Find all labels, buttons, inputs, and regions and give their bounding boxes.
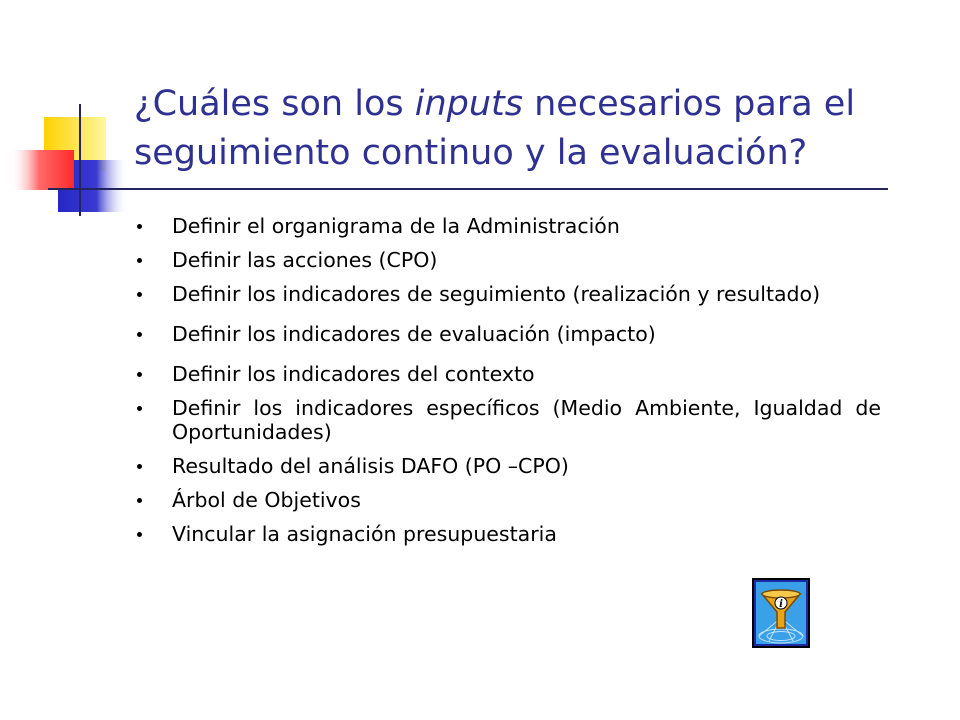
list-item bbox=[135, 282, 881, 306]
list-item bbox=[135, 362, 881, 386]
title-underline bbox=[48, 188, 888, 190]
title-emphasis: inputs bbox=[414, 84, 523, 124]
bullet-dot bbox=[137, 224, 142, 229]
list-item-text: Árbol de Objetivos bbox=[172, 488, 361, 512]
slide-title bbox=[134, 80, 934, 178]
bullet-dot bbox=[137, 464, 142, 469]
title-line-2: seguimiento continuo y la evaluación? bbox=[134, 133, 808, 173]
svg-text:i: i bbox=[779, 599, 783, 610]
title-line-1 bbox=[134, 80, 934, 129]
list-item bbox=[135, 488, 881, 512]
vertical-rule bbox=[79, 104, 81, 216]
title-text-after: necesarios para el bbox=[522, 84, 856, 124]
bullet-dot bbox=[137, 498, 142, 503]
list-item bbox=[135, 522, 881, 546]
list-item-text: Vincular la asignación presupuestaria bbox=[172, 522, 557, 546]
bullet-dot bbox=[137, 406, 142, 411]
list-item bbox=[135, 396, 881, 444]
information-funnel-icon bbox=[752, 578, 810, 648]
list-item bbox=[135, 454, 881, 478]
list-item-text: Definir las acciones (CPO) bbox=[172, 248, 438, 272]
bullet-list bbox=[135, 214, 881, 556]
list-item-text: Definir los indicadores de seguimiento (realización y resultado) bbox=[172, 282, 821, 306]
title-text-before: ¿Cuáles son los bbox=[134, 84, 415, 124]
bullet-dot bbox=[137, 372, 142, 377]
list-item-text: Definir los indicadores del contexto bbox=[172, 362, 535, 386]
color-blocks-decoration bbox=[0, 0, 130, 230]
list-item-text: Definir el organigrama de la Administración bbox=[172, 214, 620, 238]
list-item bbox=[135, 322, 881, 346]
list-item-text: Definir los indicadores específicos (Medio Ambiente, Igualdad de Oportunidades) bbox=[172, 396, 881, 444]
list-item bbox=[135, 248, 881, 272]
bullet-dot bbox=[137, 258, 142, 263]
bullet-dot bbox=[137, 292, 142, 297]
red-block bbox=[10, 150, 74, 190]
bullet-dot bbox=[137, 332, 142, 337]
list-item bbox=[135, 214, 881, 238]
list-item-text: Resultado del análisis DAFO (PO –CPO) bbox=[172, 454, 569, 478]
list-item-text: Definir los indicadores de evaluación (impacto) bbox=[172, 322, 656, 346]
bullet-dot bbox=[137, 532, 142, 537]
